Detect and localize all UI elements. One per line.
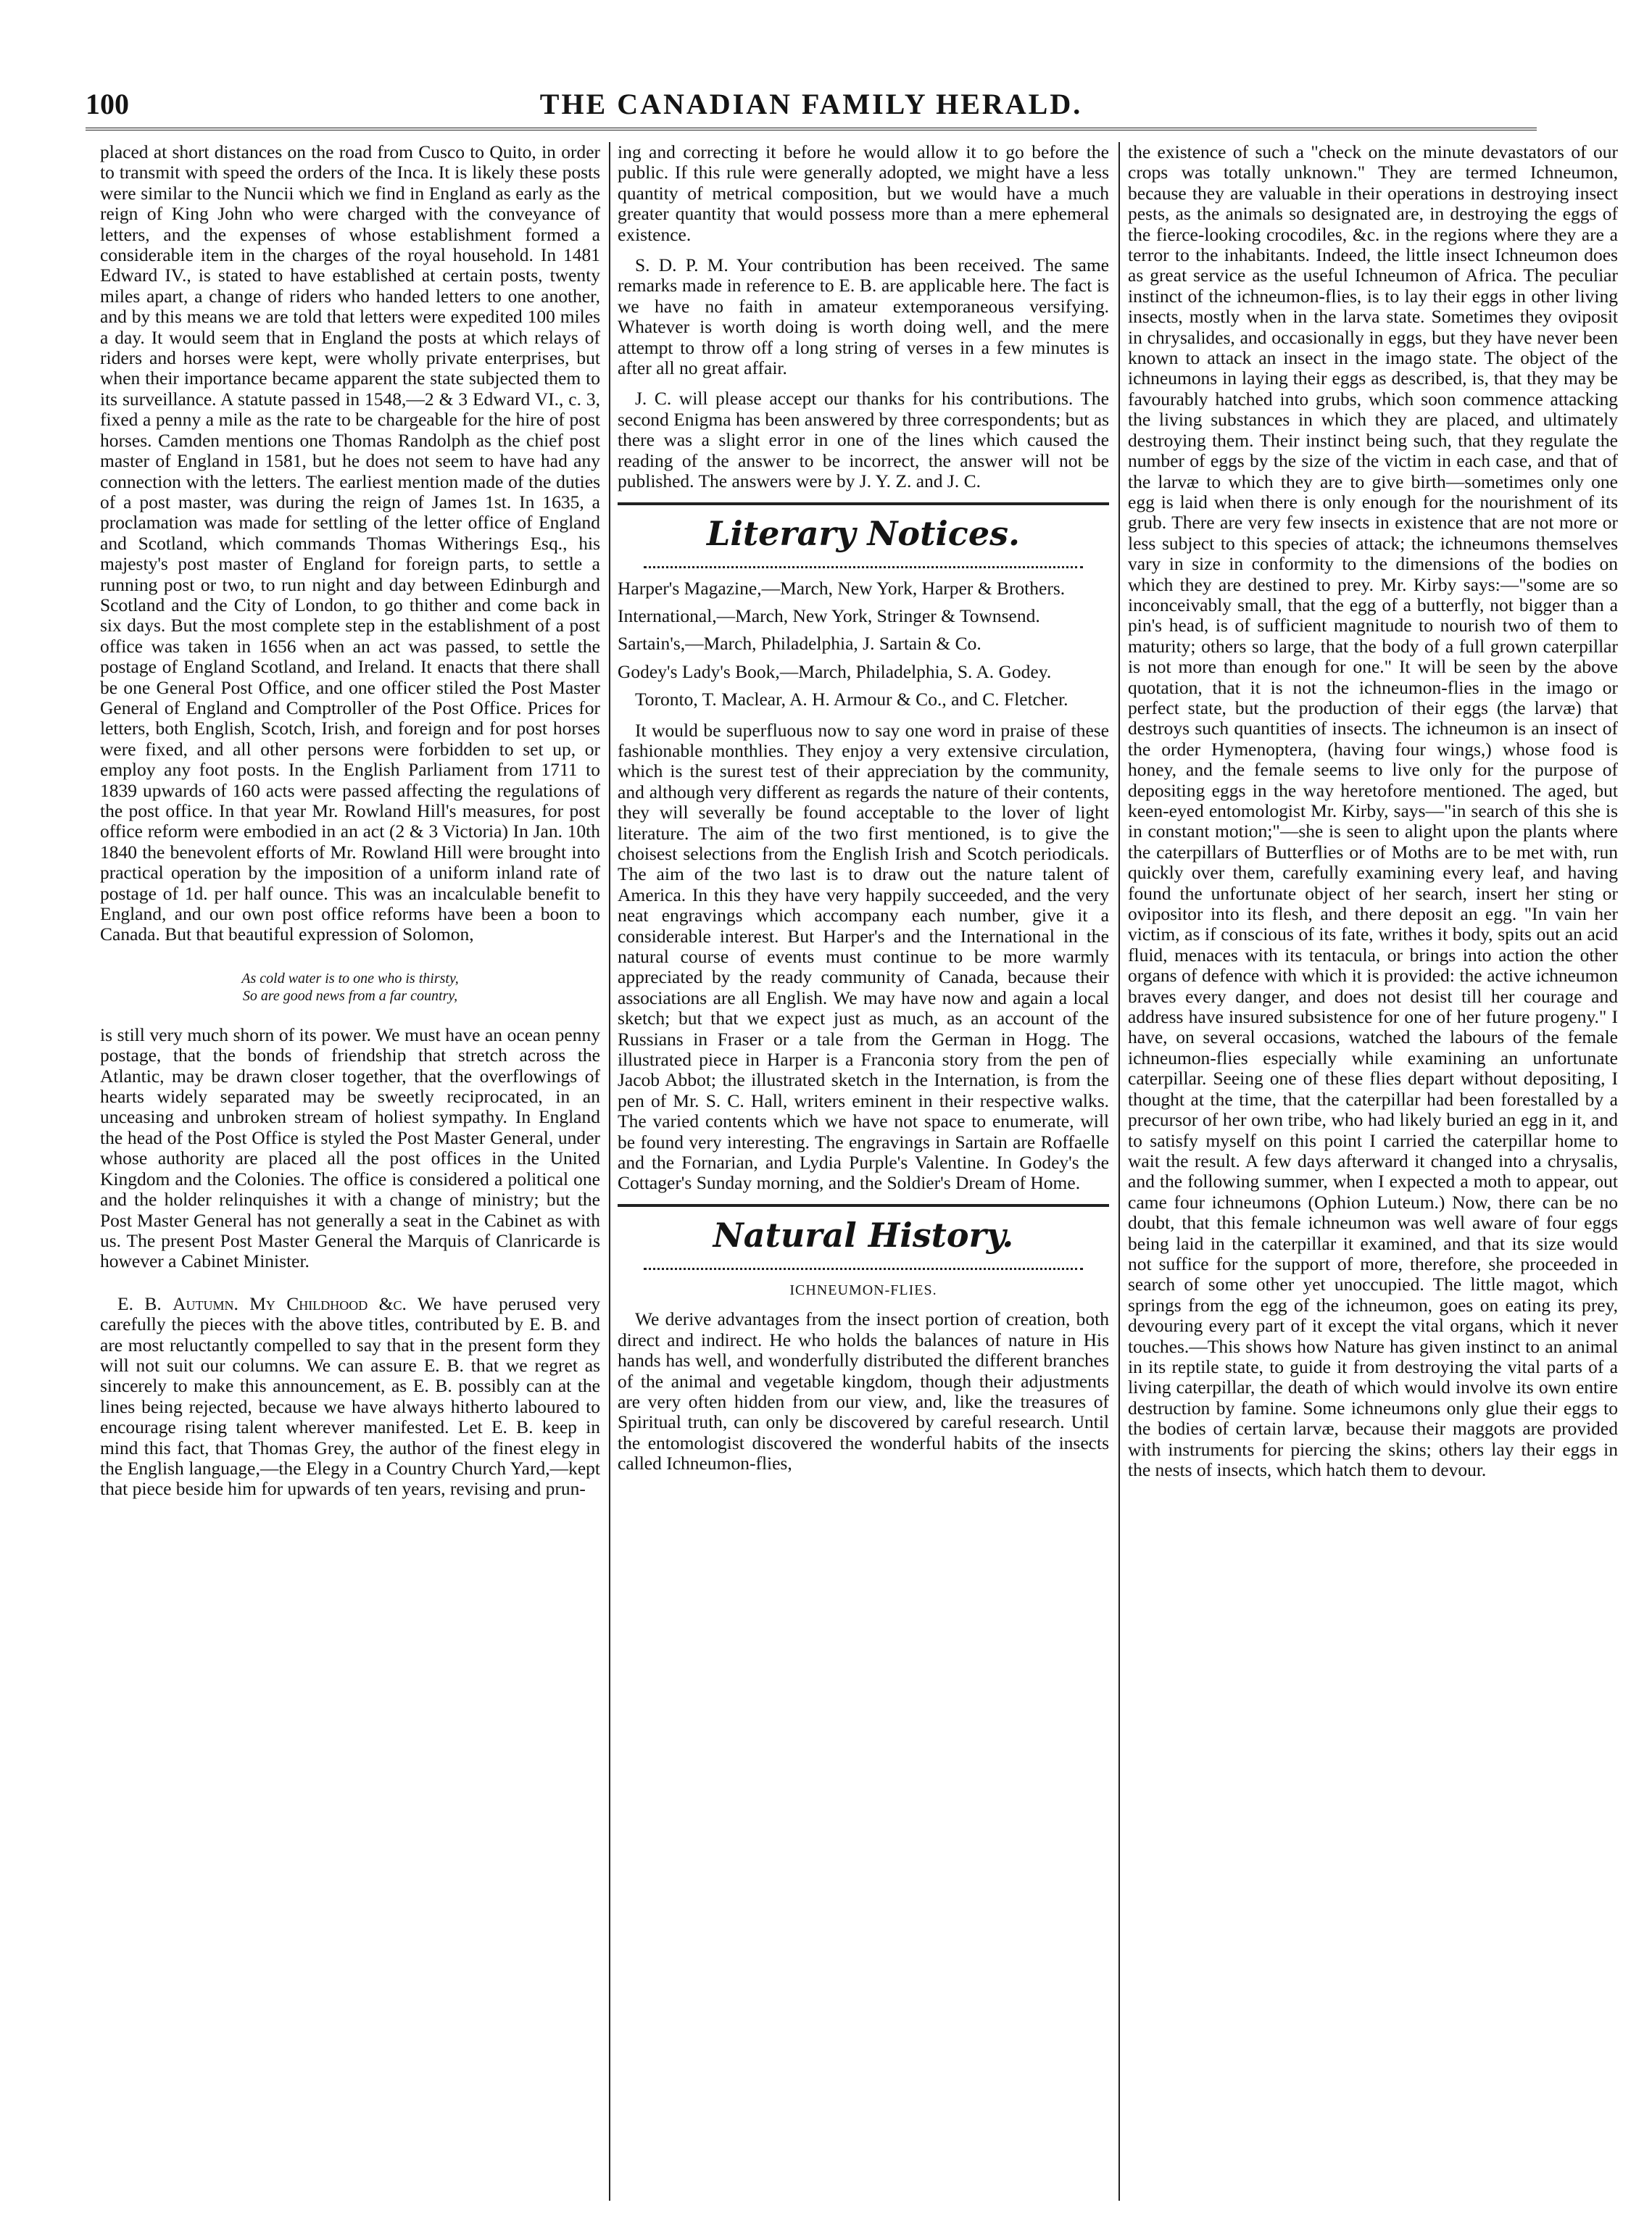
notice-entry: International,—March, New York, Stringer & Townsend. xyxy=(618,605,1040,626)
piece-titles: Autumn. My Childhood &c. xyxy=(173,1292,407,1314)
page-number: 100 xyxy=(86,88,129,120)
section-rule xyxy=(618,1204,1109,1207)
column-3 xyxy=(1128,142,1618,2201)
notice-entry: Godey's Lady's Book,—March, Philadelphia, S. A. Godey. xyxy=(618,660,1052,682)
ornamental-rule xyxy=(644,1261,1083,1270)
post-office-history-paragraph: placed at short distances on the road from Cusco to Quito, in order to transmit with speed the orders of the Inca. It is likely these posts were similar to the Nuncii which we find in England as early as the reign of King John who were charged with the conveyance of letters, and the expenses of whose establishment formed a considerable item in the charges of the royal household. In 1481 Edward IV., is stated to have established at certain posts, twenty miles apart, a change of riders who handed letters to one another, and by this means we are told that letters were expedited 100 miles a day. It would seem that in England the posts at which relays of riders and horses were kept, were wholly private enterprises, but when their importance became apparent the state subjected them to its surveillance. A statute passed in 1548,—2 & 3 Edward VI., c. 3, fixed a penny a mile as the rate to be chargeable for the hire of post horses. Camden mentions one Thomas Randolph as the chief post master of England in 1581, but he does not seem to have had any connection with the letters. The earliest mention made of the duties of a post master, was during the reign of James 1st. In 1635, a proclamation was made for settling of the letter office of England and Scotland, which commands Thomas Witherings Esq., his majesty's post master of England for foreign parts, to settle a running post or two, to run night and day between Edinburgh and Scotland and the City of London, to go thither and come back in six days. But the most complete step in the establishment of a post office was taken in 1656 when an act was passed, to settle the postage of England Scotland, and Ireland. It enacts that there shall be one General Post Office, and one officer stiled the Post Master General of England and Comptroller of the Post Office. Prices for letters, both English, Scotch, Irish, and foreign and for post horses were fixed, and all other persons were forbidden to set up, or employ any foot posts. In the English Parliament from 1711 to 1839 upwards of 160 acts were passed affecting the regulations of the post office. In that year Mr. Rowland Hill's measures, for post office reform were embodied in an act (2 & 3 Victoria) In Jan. 10th 1840 the benevolent efforts of Mr. Rowland Hill were brought into practical operation by the imposition of a uniform inland rate of postage of 1d. per half ounce. This was an incalculable benefit to England, and our own post office reforms have been a boon to Canada. But that beautiful expression of Solomon, xyxy=(100,142,600,945)
proverb-line: As cold water is to one who is thirsty, xyxy=(241,970,459,987)
continued-paragraph: ing and correcting it before he would allow it to go before the public. If this rule were generally adopted, we might have a less quantity of metrical composition, but we would have a much greater quantity that would possess more than a mere ephemeral existence. xyxy=(618,142,1109,245)
section-heading: Natural History. xyxy=(713,1215,1014,1255)
notice-entry: Sartain's,—March, Philadelphia, J. Sartain & Co. xyxy=(618,633,981,655)
section-rule xyxy=(618,502,1109,505)
notice-entry: Harper's Magazine,—March, New York, Harper & Brothers. xyxy=(618,577,1066,599)
section-heading: Literary Notices. xyxy=(707,513,1020,553)
literary-review-paragraph: It would be superfluous now to say one word in praise of these fashionable monthlies. They enjoy a very extensive circulation, which is the surest test of their appreciation by the community, and although very different as regards the nature of their contents, they will severally be found acceptable to the lover of light literature. The aim of the two first mentioned, is to give the choisest selections from the English Irish and Scotch periodicals. The aim of the two last is to draw out the nature talent of America. In this they have very happily succeeded, and the very neat engravings which accompany each number, give it a considerable interest. But Harper's and the International in the natural course of events must continue to be more warmly appreciated by the ready community of Canada, because their associations are all English. We may have now and again a local sketch; but that we expect just as much, as an account of the Russians in Fraser or a tale from the German in Hogg. The illustrated piece in Harper is a Franconia story from the pen of Jacob Abbot; the illustrated sketch in the Internation, is from the pen of Mr. S. C. Hall, writers eminent in their respective walks. The varied contents which we have not space to enumerate, will be found very interesting. The engravings in Sartain are Roffaelle and the Fornarian, and Lydia Purple's Valentine. In Godey's the Cottager's Sunday morning, and the Soldier's Dream of Home. xyxy=(618,719,1109,1194)
header-rule xyxy=(86,128,1537,130)
ornamental-rule xyxy=(644,559,1083,568)
agents-line: Toronto, T. Maclear, A. H. Armour & Co., and C. Fletcher. xyxy=(635,689,1068,710)
column-1 xyxy=(100,142,600,2201)
literary-notices-header xyxy=(618,511,1109,568)
newspaper-title: THE CANADIAN FAMILY HERALD. xyxy=(539,88,1083,120)
correspondent-reply-sdpm: S. D. P. M. Your contribution has been received. The same remarks made in reference to E. B. are applicable here. The fact is we have no faith in amateur extemporaneous versifying. Whatever is worth doing is worth doing well, and the mere attempt to throw off a long string of verses in a few minutes is after all no great affair. xyxy=(618,254,1109,379)
post-office-paragraph: is still very much shorn of its power. We must have an ocean penny postage, that the bonds of friendship that stretch across the Atlantic, may be drawn closer together, that the overflowings of hearts widely separated may be sweetly reciprocated, in an unceasing and unbroken stream of holiest sympathy. In England the head of the Post Office is styled the Post Master General, under whose authority are placed all the post offices in the United Kingdom and the Colonies. The office is considered a political one and the holder relinquishes it with a change of ministry; but the Post Master General has not generally a seat in the Cabinet as with us. The present Post Master General the Marquis of Clanricarde is however a Cabinet Minister. xyxy=(100,1024,600,1272)
column-divider xyxy=(1118,142,1120,2201)
natural-history-header xyxy=(618,1213,1109,1270)
proverb-line: So are good news from a far country, xyxy=(242,987,458,1004)
ichneumon-article-continued: the existence of such a "check on the minute devastators of our crops was totally unknown." They are termed Ichneumon, because they are valuable in their operations in destroying insect pests, as the animals so designated are, in destroying the eggs of the fierce-looking crocodiles, &c. in the regions where they are a terror to the inhabitants. Indeed, the little insect Ichneumon does as great service as the useful Ichneumon of Africa. The peculiar instinct of the ichneumon-flies, is to lay their eggs in other living insects, mostly when in the larva state. Sometimes they oviposit in chrysalides, and occasionally in eggs, but they have never been known to attack an insect in the imago state. The object of the ichneumons in laying their eggs as described, is, that they may be favourably hatched into grubs, which soon commence attacking the living substances in which they are placed, and ultimately destroying them. Their instinct being such, that they regulate the number of eggs by the size of the victim in each case, and that of the larvæ to which they are to give birth—sometimes only one egg is laid when there is only enough for the nourishment of its grub. There are very few insects in existence that are not more or less subject to this species of attack; the ichneumons themselves vary in size in conformity to the dimensions of the bodies on which they are destined to prey. Mr. Kirby says:—"some are so inconceivably small, that the egg of a butterfly, not bigger than a pin's head, is of sufficient magnitude to nourish two of them to maturity; others so large, that the body of a full grown caterpillar is not more than enough for one." It will be seen by the above quotation, that it is not the ichneumon-flies in the imago or perfect state, but the production of their eggs (the larvæ) that destroys such quantities of insects. The ichneumon is an insect of the order Hymenoptera, (having four wings,) whose food is honey, and the female seems to live only for the purpose of depositing eggs in the way heretofore mentioned. The aged, but keen-eyed entomologist Mr. Kirby, says—"in search of this she is in constant motion;"—she is seen to alight upon the plants where the caterpillars of Butterflies or of Moths are to be met with, run quickly over them, carefully examining every leaf, and having found the unfortunate object of her search, insert her sting or ovipositor into its flesh, and there deposit an egg. "In vain her victim, as if conscious of its fate, writhes it body, spits out an acid fluid, menaces with its tentacula, or brings into action the other organs of defence with which it is provided: the active ichneumon braves every danger, and does not desist till her courage and address have insured subsistence for one of her future progeny." I have, on several occasions, watched the labours of the female ichneumon-flies especially while examining an unfortunate caterpillar. Seeing one of these flies depart without depositing, I thought at the time, that the caterpillar had been forestalled by a precursor of her own tribe, who had likely buried an egg in it, and to satisfy myself on this point I carried the caterpillar home to wait the result. A few days afterward it changed into a chrysalis, and the following summer, when I expected a moth to appear, out came four ichneumons (Ophion Luteum.) Now, there can be no doubt, that this female ichneumon was well aware of four eggs being laid in the caterpillar it examined, and that its size would not suffice for the support of more, therefore, she proceeded in search of some other yet unoccupied. The little magot, which springs from the egg of the ichneumon, goes on eating its prey, devouring every part of it except the vital organs, which it never touches.—This shows how Nature has given instinct to an animal in its reptile state, to guide it from destroying the vital parts of a living caterpillar, the death of which would involve its own entire destruction by famine. Some ichneumons only glue their eggs to the bodies of certain larvæ, because their maggots are provided with instruments for piercing the skins; others lay their eggs in the nests of insects, which hatch them to devour. xyxy=(1128,142,1618,1480)
column-divider xyxy=(609,142,610,2201)
correspondent-initials: E. B. xyxy=(117,1292,162,1314)
page-header xyxy=(86,86,1537,126)
correspondent-reply-eb xyxy=(100,1294,600,1500)
proverb-quote xyxy=(100,970,600,1005)
reply-text: We have perused very carefully the pieces with the above titles, contributed by E. B. and are most reluctantly compelled to say that in the present form they will not suit our columns. We can assure E. B. that we regret as sincerely to make this announcement, as E. B. possibly can at the lines being rejected, because we have always hitherto laboured to encourage rising talent wherever manifested. Let E. B. keep in mind this fact, that Thomas Grey, the author of the finest elegy in the English language,—the Elegy in a Country Church Yard,—kept that piece beside him for upwards of ten years, revising and prun- xyxy=(100,1292,600,1500)
correspondent-reply-jc: J. C. will please accept our thanks for his contributions. The second Enigma has been answered by three correspondents; but as there was a slight error in one of the lines which caused the reading of the answer to be incorrect, the answer will not be published. The answers were by J. Y. Z. and J. C. xyxy=(618,388,1109,492)
article-subheading: ICHNEUMON-FLIES. xyxy=(789,1282,937,1298)
column-2 xyxy=(618,142,1109,2201)
ichneumon-article-paragraph: We derive advantages from the insect portion of creation, both direct and indirect. He who holds the balances of nature in His hands has well, and wonderfully distributed the different branches of the animal and vegetable kingdom, though their adjustments are very often hidden from our view, and, like the treasures of Spiritual truth, can only be discovered by careful research. Until the entomologist discovered the wonderful habits of the insects called Ichneumon-flies, xyxy=(618,1308,1109,1474)
